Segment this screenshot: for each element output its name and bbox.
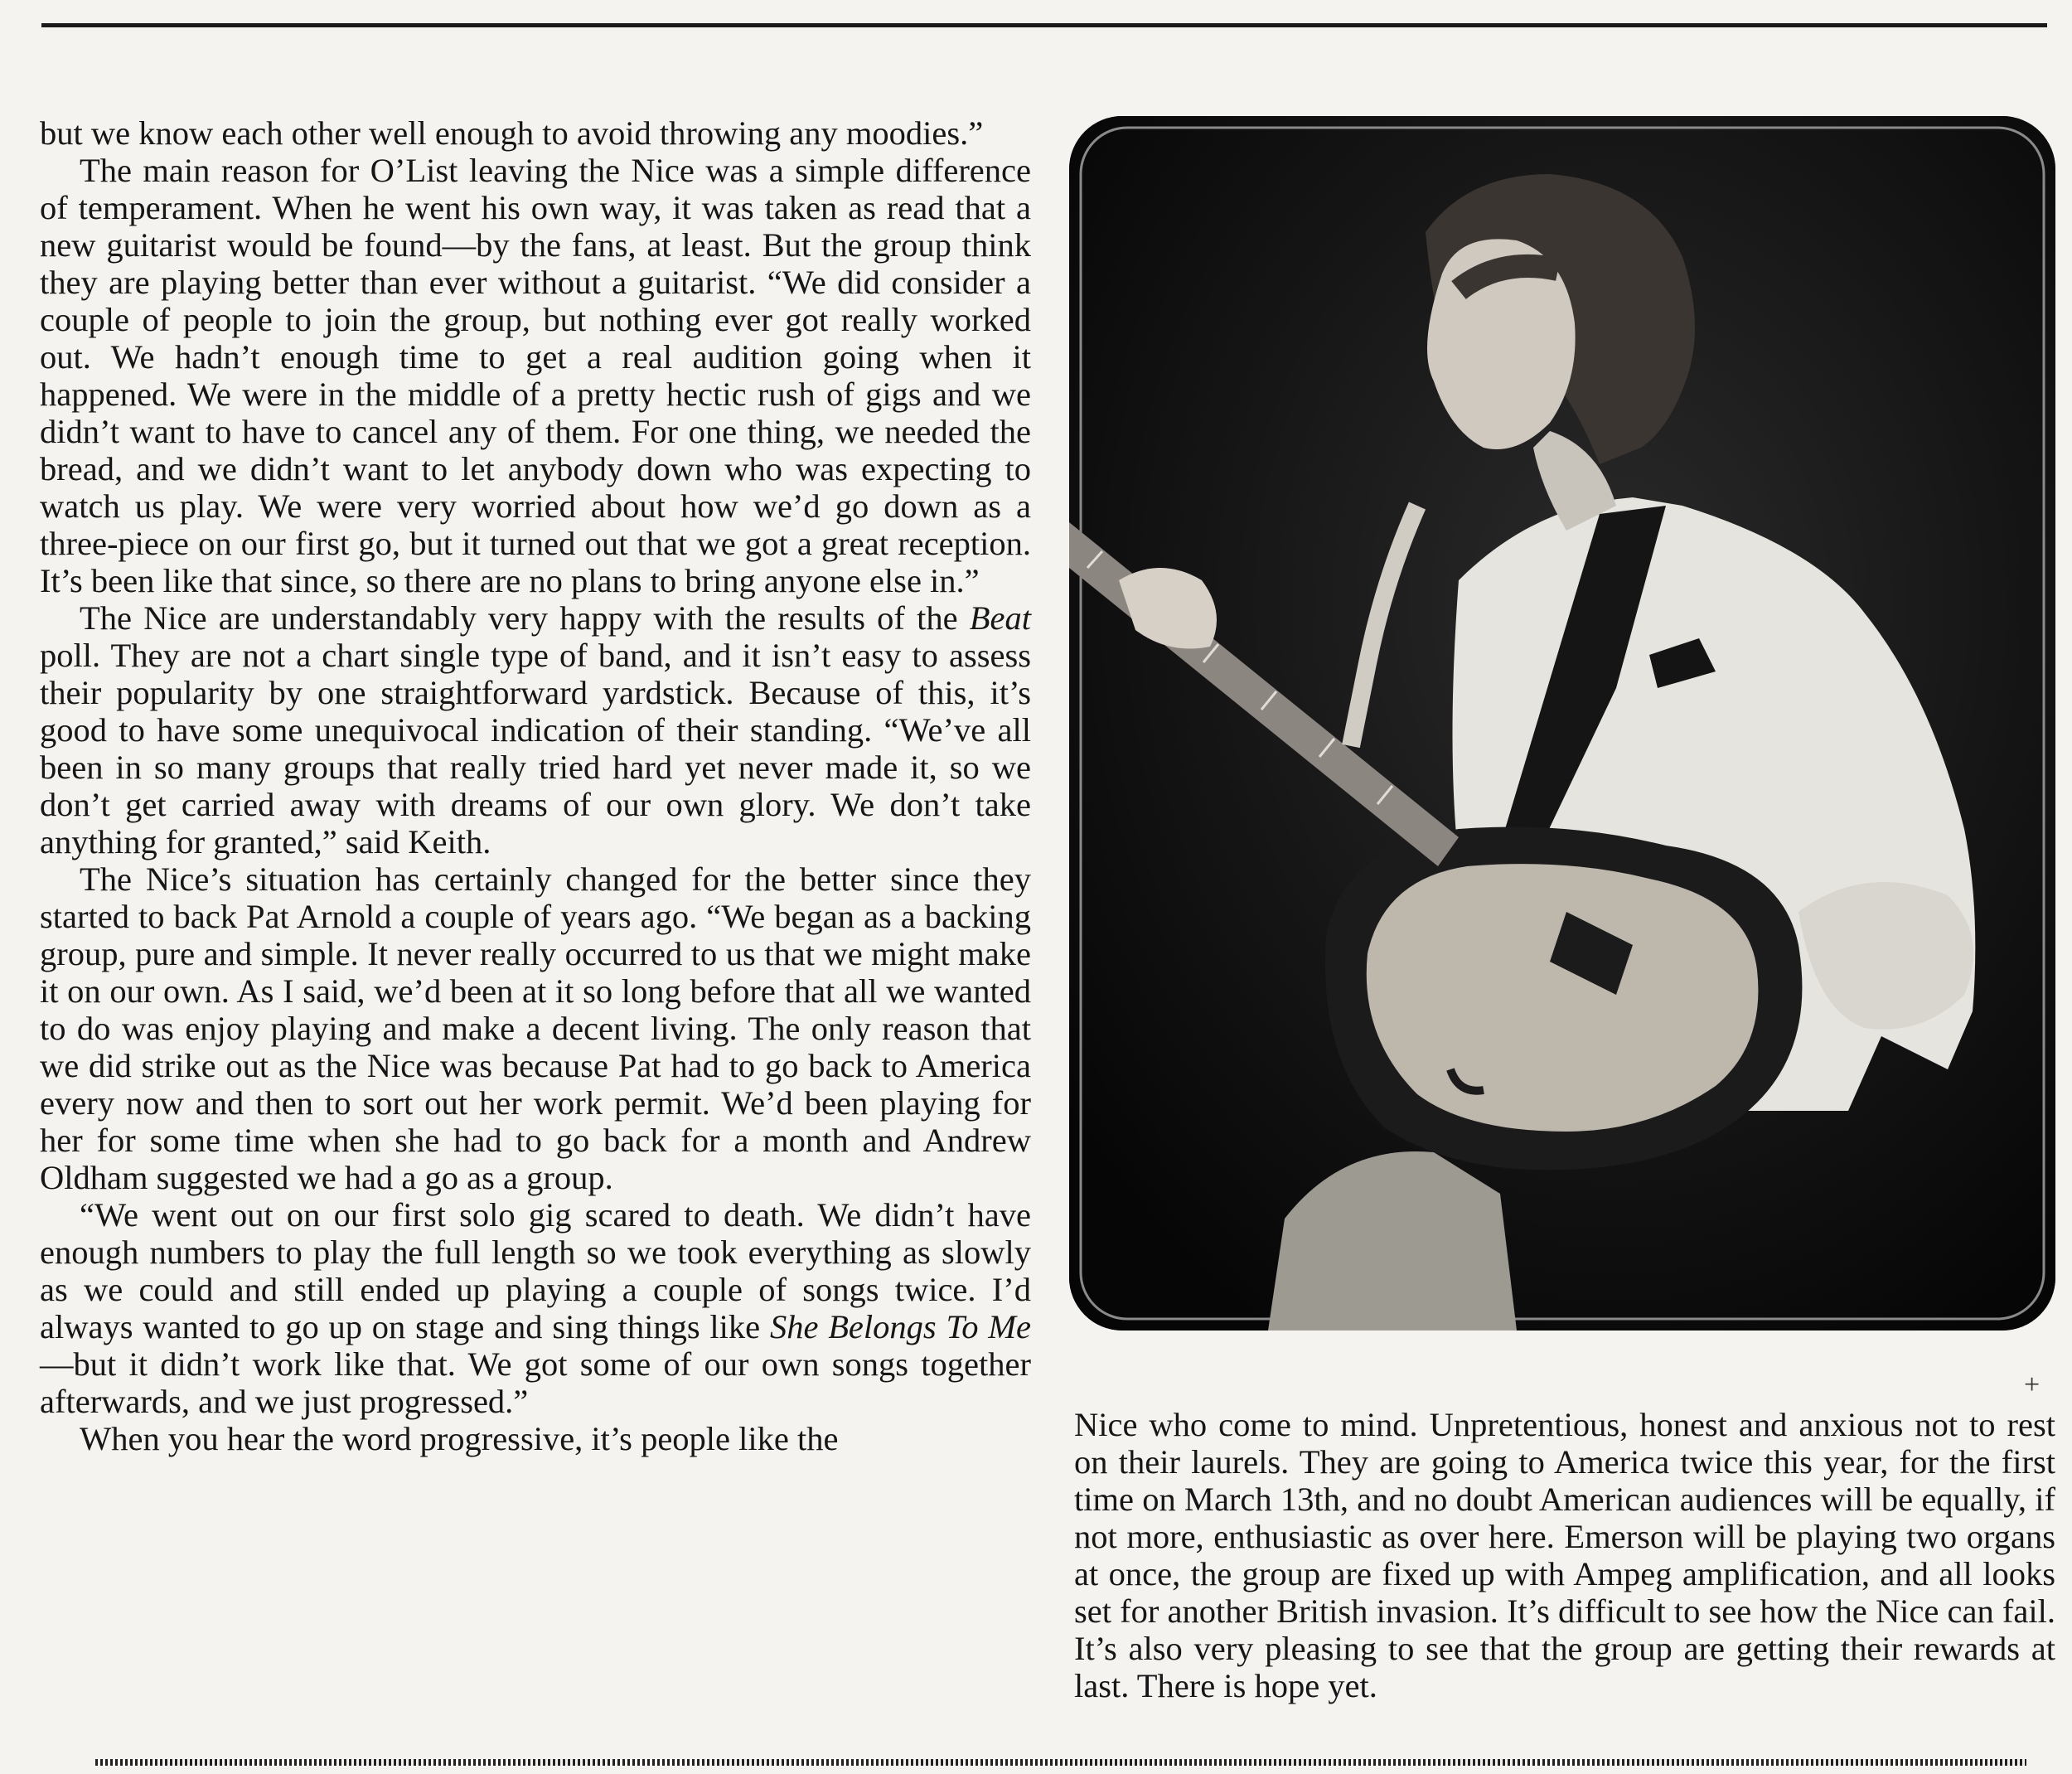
- paragraph: Nice who come to mind. Unpretentious, honest and anxious not to rest on their laurels. They are going to America twice this year, for the first time on March 13th, and no doubt American audiences will be equally, if not more, enthusiastic as over here. Emerson will be playing two organs at once, the group are fixed up with Ampeg amplification, and all looks set for another British invasion. It’s difficult to see how the Nice can fail. It’s also very pleasing to see that the group are getting their rewards at last. There is hope yet.: [1074, 1406, 2055, 1704]
- paragraph: “We went out on our first solo gig scared to death. We didn’t have enough numbers to play the full length so we took everything as slowly as we could and still ended up playing a couple of songs twice. I’d always wanted to go up on stage and sing things like She Belongs To Me—but it didn’t work like that. We got some of our own songs together afterwards, and we just progressed.”: [40, 1196, 1031, 1420]
- paragraph: but we know each other well enough to avoid throwing any moodies.”: [40, 114, 984, 152]
- guitarist-photo: [1069, 116, 2055, 1330]
- article-right-column: [1074, 1406, 2055, 1704]
- article-left-column: [40, 114, 1031, 1457]
- page-marker: +: [2024, 1369, 2041, 1400]
- paragraph: The Nice’s situation has certainly changed for the better since they started to back Pat Arnold a couple of years ago. “We began as a backing group, pure and simple. It never really occurred to us that we might make it on our own. As I said, we’d been at it so long before that all we wanted to do was enjoy playing and make a decent living. The only reason that we did strike out as the Nice was because Pat had to go back to America every now and then to sort out her work permit. We’d been playing for her for some time when she had to go back for a month and Andrew Oldham suggested we had a go as a group.: [40, 860, 1031, 1196]
- bottom-rule: [95, 1759, 2026, 1766]
- paragraph: The main reason for O’List leaving the Nice was a simple difference of temperament. When he went his own way, it was taken as read that a new guitarist would be found—by the fans, at least. But the group think they are playing better than ever without a guitarist. “We did consider a couple of people to join the group, but nothing ever got really worked out. We hadn’t enough time to get a real audition going when it happened. We were in the middle of a pretty hectic rush of gigs and we didn’t want to have to cancel any of them. For one thing, we needed the bread, and we didn’t want to let anybody down who was expecting to watch us play. We were very worried about how we’d go down as a three-piece on our first go, but it turned out that we got a great reception. It’s been like that since, so there are no plans to bring anyone else in.”: [40, 152, 1031, 599]
- top-rule: [41, 23, 2047, 27]
- paragraph: The Nice are understandably very happy with the results of the Beat poll. They are not a chart single type of band, and it isn’t easy to assess their popularity by one straightforward yardstick. Because of this, it’s good to have some unequivocal indication of their standing. “We’ve all been in so many groups that really tried hard yet never made it, so we don’t get carried away with dreams of our own glory. We don’t take anything for granted,” said Keith.: [40, 599, 1031, 860]
- song-title: She Belongs To Me: [769, 1308, 1031, 1345]
- paragraph: When you hear the word progressive, it’s people like the: [80, 1420, 839, 1457]
- publication-title: Beat: [969, 599, 1031, 637]
